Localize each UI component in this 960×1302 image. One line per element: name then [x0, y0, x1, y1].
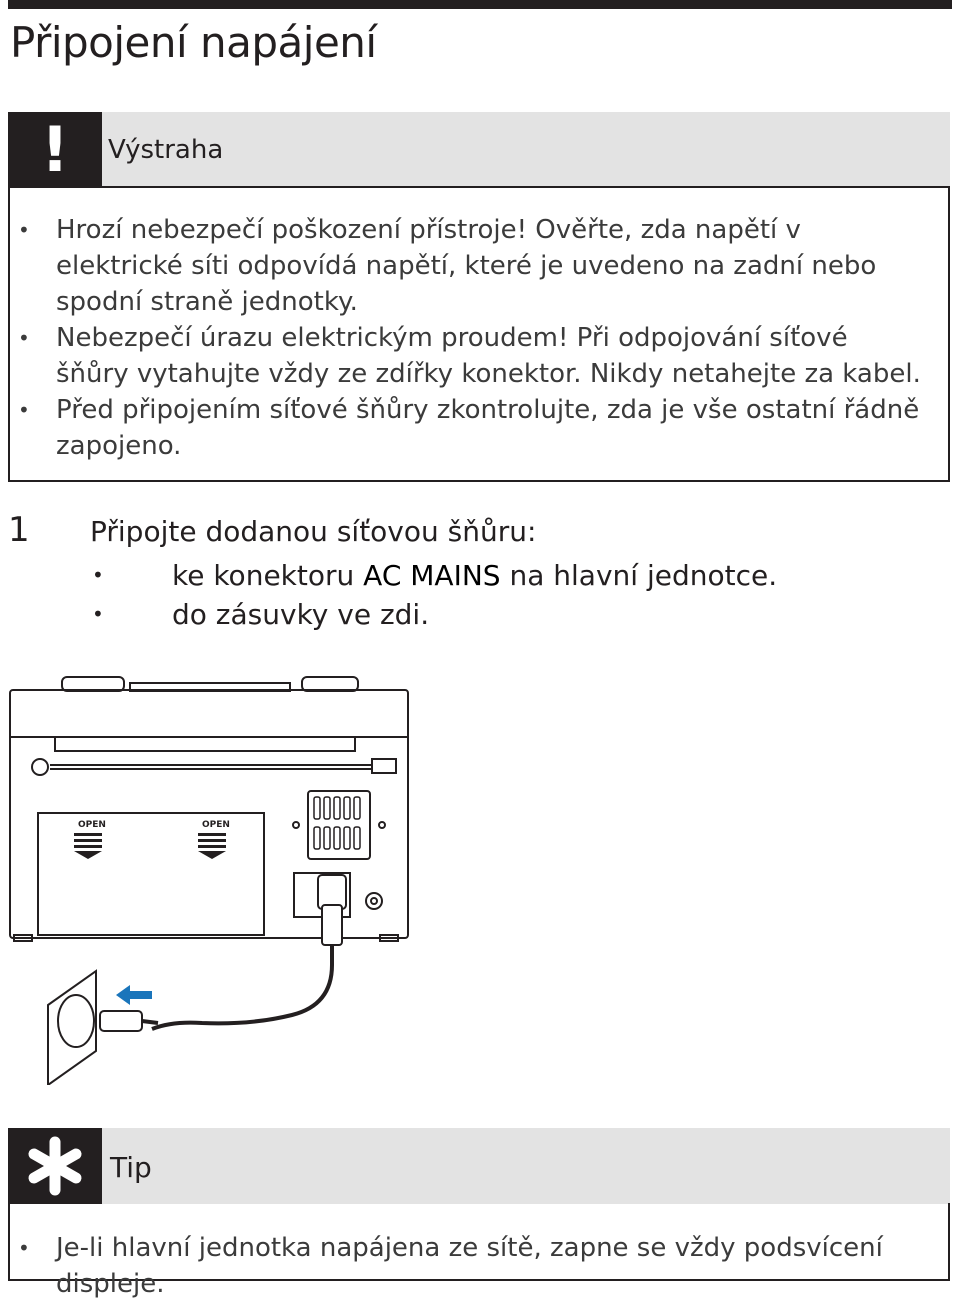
- step-sublist: [90, 556, 777, 634]
- compartment-label-left: OPEN: [78, 820, 106, 830]
- top-rule: [8, 0, 952, 9]
- tip-header: [102, 1128, 950, 1204]
- wall-plug: [100, 1011, 142, 1031]
- list-item: [90, 556, 777, 595]
- warning-icon-block: [8, 112, 102, 187]
- connection-illustration: [0, 665, 430, 1085]
- antenna-connector-left: [32, 759, 48, 775]
- ac-mains-label: AC MAINS: [363, 559, 501, 592]
- unplug-arrow-icon: [116, 985, 152, 1005]
- step-number: 1: [8, 510, 30, 550]
- sub-text: ke konektoru: [172, 559, 364, 592]
- list-item: • Je-li hlavní jednotka napájena ze sítě, zapne se vždy podsvícení displeje.: [14, 1230, 944, 1302]
- knob-right: [302, 677, 358, 691]
- battery-compartment: [38, 813, 264, 935]
- list-item: • do zásuvky ve zdi.: [90, 595, 777, 634]
- antenna-bar: [55, 737, 355, 751]
- tip-label: Tip: [110, 1151, 152, 1184]
- asterisk-icon: [8, 1128, 102, 1204]
- compartment-label-right: OPEN: [202, 820, 230, 830]
- page-title: Připojení napájení: [10, 18, 377, 67]
- wall-socket: [48, 971, 96, 1085]
- list-item: • Nebezpečí úrazu elektrickým proudem! Při odpojování síťové šňůry vytahujte vždy ze zdířky konektor. Nikdy netahejte za kabel.: [14, 320, 924, 392]
- warning-list: [14, 212, 924, 464]
- warning-header: [102, 112, 950, 187]
- exclamation-icon: !: [40, 113, 70, 186]
- list-item: • Hrozí nebezpečí poškození přístroje! Ověřte, zda napětí v elektrické síti odpovídá napětí, které je uvedeno na zadní nebo spodní straně jednotky.: [14, 212, 924, 320]
- antenna-connector-right: [372, 759, 396, 773]
- step-text: Připojte dodanou síťovou šňůru:: [90, 515, 537, 548]
- sub-text: na hlavní jednotce.: [500, 559, 778, 592]
- tip-list: [14, 1230, 944, 1302]
- knob-left: [62, 677, 124, 691]
- power-cable: [152, 915, 332, 1029]
- warning-label: Výstraha: [108, 135, 224, 165]
- tip-icon-block: [8, 1128, 102, 1204]
- list-item: • Před připojením síťové šňůry zkontrolujte, zda je vše ostatní řádně zapojeno.: [14, 392, 924, 464]
